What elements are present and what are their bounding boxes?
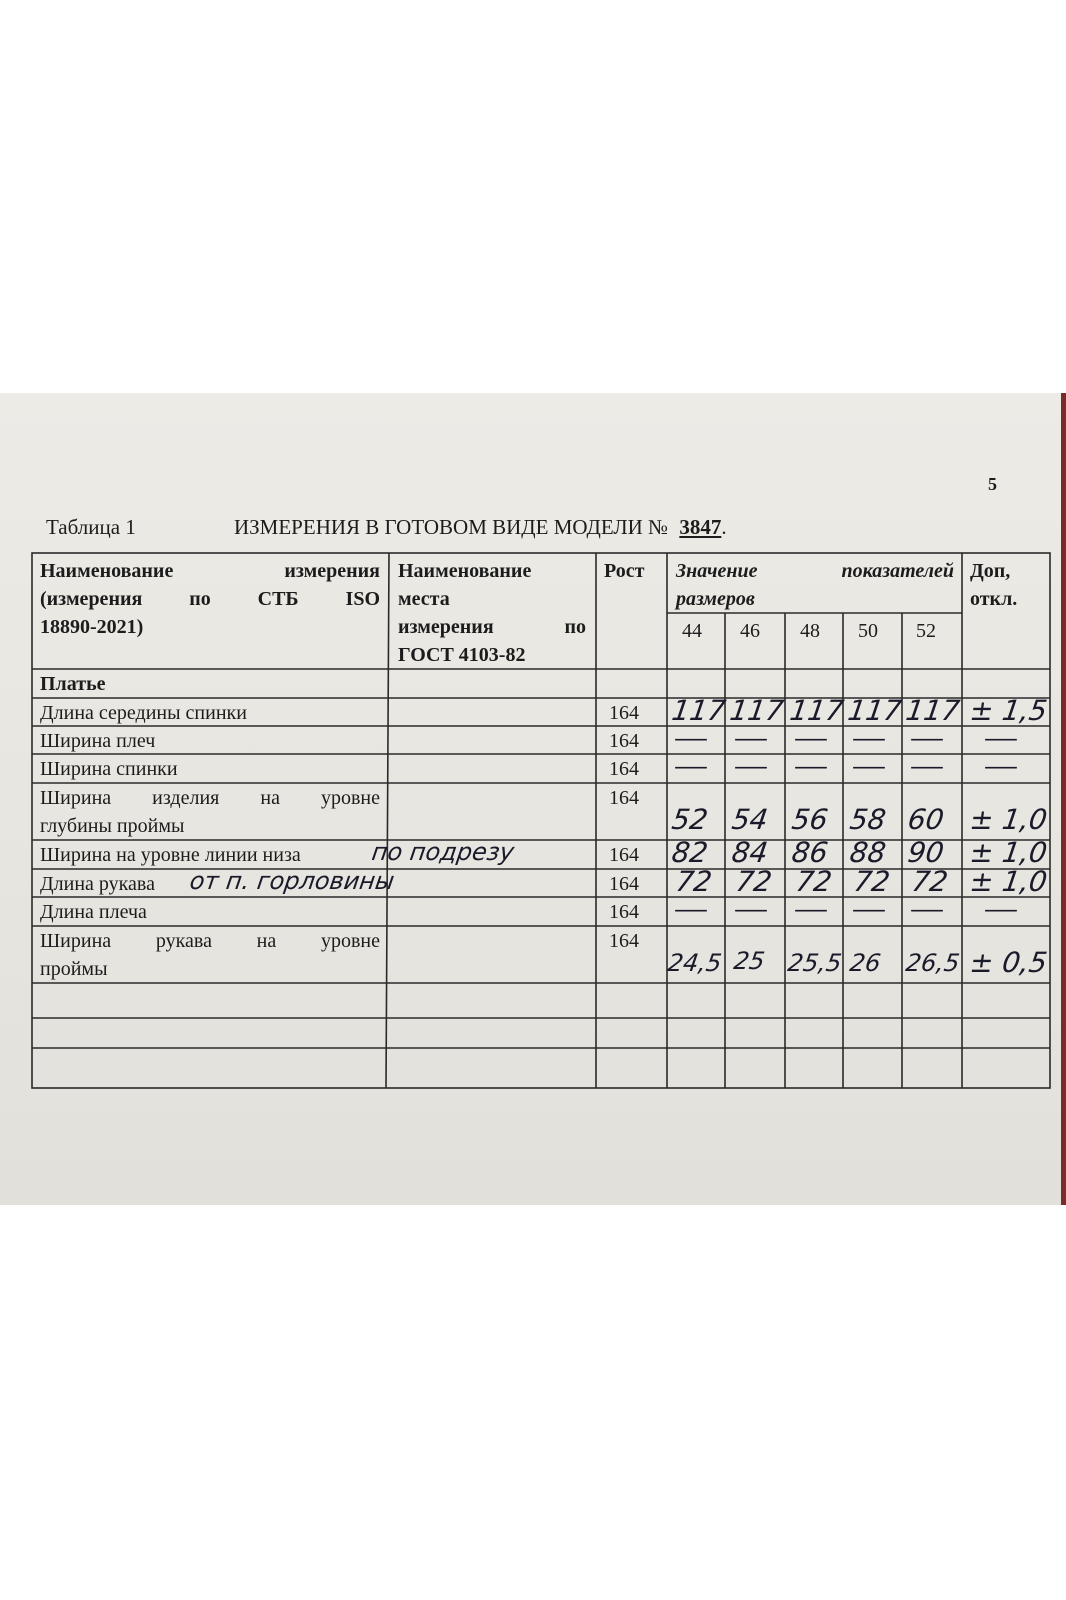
header-name-word: 18890-2021) (40, 616, 144, 638)
row-name-word: глубины проймы (40, 815, 185, 837)
header-tolerance-line: откл. (970, 588, 1018, 610)
row-value: — (733, 727, 769, 752)
row-height: 164 (609, 730, 639, 752)
row-value: 72 (909, 865, 951, 898)
row-value: 58 (847, 803, 889, 836)
header-values-word: Значение (676, 560, 758, 582)
row-name (40, 784, 380, 840)
header-values-word: показателей (841, 560, 954, 582)
header-height: Рост (604, 560, 645, 582)
header-place-word: ГОСТ 4103-82 (398, 644, 526, 666)
row-tolerance: ± 1,5 (967, 694, 1050, 727)
row-tolerance: ± 0,5 (967, 946, 1050, 979)
row-value: — (851, 898, 887, 923)
row-value: 88 (847, 836, 889, 869)
row-value: 117 (787, 694, 846, 727)
row-value: 117 (727, 694, 786, 727)
row-value: 25,5 (786, 949, 844, 977)
header-place-col (398, 557, 586, 669)
row-value: 60 (905, 803, 947, 836)
row-value: 26,5 (904, 949, 962, 977)
row-value: 86 (789, 836, 831, 869)
header-place-word: измерения (398, 616, 494, 638)
row-name-word: проймы (40, 958, 108, 980)
size-label: 44 (682, 620, 702, 642)
header-values-title (676, 557, 954, 613)
row-value: — (673, 898, 709, 923)
row-name-word: Ширина (40, 930, 112, 952)
title-text: ИЗМЕРЕНИЯ В ГОТОВОМ ВИДЕ МОДЕЛИ № (234, 515, 669, 539)
row-height: 164 (609, 930, 639, 952)
row-name-word: уровне (320, 787, 380, 809)
row-value: 82 (669, 836, 711, 869)
row-height: 164 (609, 787, 639, 809)
row-value: — (793, 727, 829, 752)
row-value: 52 (669, 803, 711, 836)
row-name-word: изделия (152, 787, 220, 809)
row-value: 72 (851, 865, 893, 898)
row-value: 24,5 (666, 949, 724, 977)
row-name (40, 927, 380, 983)
row-value: 72 (733, 865, 775, 898)
row-value: 72 (673, 865, 715, 898)
document-sheet (0, 393, 1066, 1205)
model-number: 3847 (679, 515, 722, 539)
row-height: 164 (609, 702, 639, 724)
row-value: — (793, 755, 829, 780)
size-label: 50 (858, 620, 878, 642)
header-tolerance-line: Доп, (970, 560, 1011, 582)
header-name-word: СТБ (257, 588, 299, 610)
row-tolerance: ± 1,0 (967, 865, 1050, 898)
header-name-word: ISO (345, 588, 380, 610)
row-name: Ширина на уровне линии низа (40, 844, 301, 866)
row-handwritten-note: от п. горловины (188, 867, 397, 895)
row-name-word: Ширина (40, 787, 112, 809)
row-name: Длина плеча (40, 901, 147, 923)
row-height: 164 (609, 873, 639, 895)
row-value: 56 (789, 803, 831, 836)
header-name-word: (измерения (40, 588, 143, 610)
section-title: Платье (40, 673, 106, 695)
row-value: — (851, 755, 887, 780)
row-value: — (909, 898, 945, 923)
row-value: 117 (845, 694, 904, 727)
header-name-word: измерения (284, 560, 380, 582)
header-place-word: места (398, 588, 450, 610)
row-value: 54 (729, 803, 771, 836)
row-height: 164 (609, 901, 639, 923)
row-name: Ширина плеч (40, 730, 156, 752)
row-value: — (673, 727, 709, 752)
row-value: — (733, 755, 769, 780)
row-value: — (733, 898, 769, 923)
row-value: — (909, 755, 945, 780)
row-value: — (909, 727, 945, 752)
row-name-word: рукава (155, 930, 212, 952)
size-label: 46 (740, 620, 760, 642)
table-label: Таблица 1 (46, 515, 136, 539)
row-tolerance: ± 1,0 (967, 803, 1050, 836)
header-tolerance (970, 557, 1017, 613)
header-place-word: Наименование (398, 560, 532, 582)
row-tolerance: — (983, 898, 1019, 923)
row-tolerance: ± 1,0 (967, 836, 1050, 869)
row-height: 164 (609, 844, 639, 866)
row-value: 117 (903, 694, 962, 727)
header-name-col (40, 557, 380, 641)
header-name-word: по (189, 588, 211, 610)
size-label: 52 (916, 620, 936, 642)
row-tolerance: — (983, 727, 1019, 752)
row-name: Длина рукава (40, 873, 155, 895)
row-value: — (793, 898, 829, 923)
row-value: 117 (669, 694, 728, 727)
row-handwritten-note: по подрезу (370, 838, 516, 866)
row-value: 90 (905, 836, 947, 869)
size-label: 48 (800, 620, 820, 642)
row-tolerance: — (983, 755, 1019, 780)
header-name-word: Наименование (40, 560, 174, 582)
row-value: 72 (793, 865, 835, 898)
row-value: — (851, 727, 887, 752)
row-value: 26 (848, 949, 883, 977)
row-name: Длина середины спинки (40, 702, 247, 724)
row-value: — (673, 755, 709, 780)
row-height: 164 (609, 758, 639, 780)
row-value: 25 (732, 947, 767, 975)
row-name-word: уровне (320, 930, 380, 952)
row-value: 84 (729, 836, 771, 869)
row-name-word: на (260, 787, 280, 809)
header-values-word: размеров (676, 588, 755, 610)
row-name-word: на (256, 930, 277, 952)
page-number: 5 (988, 474, 997, 494)
header-place-word: по (564, 616, 586, 638)
row-name: Ширина спинки (40, 758, 178, 780)
title-end: . (721, 515, 727, 539)
